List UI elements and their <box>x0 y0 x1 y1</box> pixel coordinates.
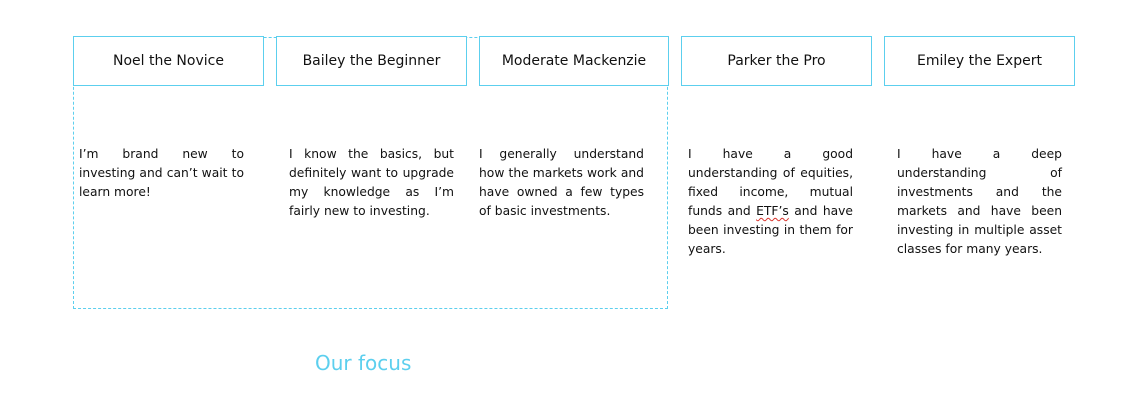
persona-description-novice[interactable]: I’m brand new to investing and can’t wait to learn more! <box>79 147 244 199</box>
persona-title-text: Noel the Novice <box>113 53 224 69</box>
persona-title-moderate[interactable] <box>479 36 669 86</box>
persona-description-expert[interactable]: I have a deep understanding of investments and the markets and have been investing in multiple asset classes for many years. <box>897 147 1062 256</box>
persona-description-pro[interactable] <box>688 145 853 259</box>
description-text: I have a good understanding of equities, fixed income, mutual funds and <box>688 147 853 218</box>
description-text: and have been investing in them for years. <box>688 204 853 256</box>
persona-title-pro[interactable] <box>681 36 872 86</box>
persona-title-expert[interactable] <box>884 36 1075 86</box>
spellcheck-flagged-word[interactable]: ETF’s <box>756 204 789 218</box>
persona-title-beginner[interactable] <box>276 36 467 86</box>
persona-title-novice[interactable] <box>73 36 264 86</box>
persona-description-beginner[interactable]: I know the basics, but definitely want to upgrade my knowledge as I’m fairly new to investing. <box>289 147 454 218</box>
persona-title-text: Moderate Mackenzie <box>501 53 647 69</box>
persona-description-moderate[interactable]: I generally understand how the markets work and have owned a few types of basic investments. <box>479 147 644 218</box>
persona-title-text: Emiley the Expert <box>917 53 1042 69</box>
focus-label[interactable]: Our focus <box>315 351 412 375</box>
persona-title-text: Bailey the Beginner <box>302 53 441 69</box>
persona-title-text: Parker the Pro <box>727 53 826 69</box>
